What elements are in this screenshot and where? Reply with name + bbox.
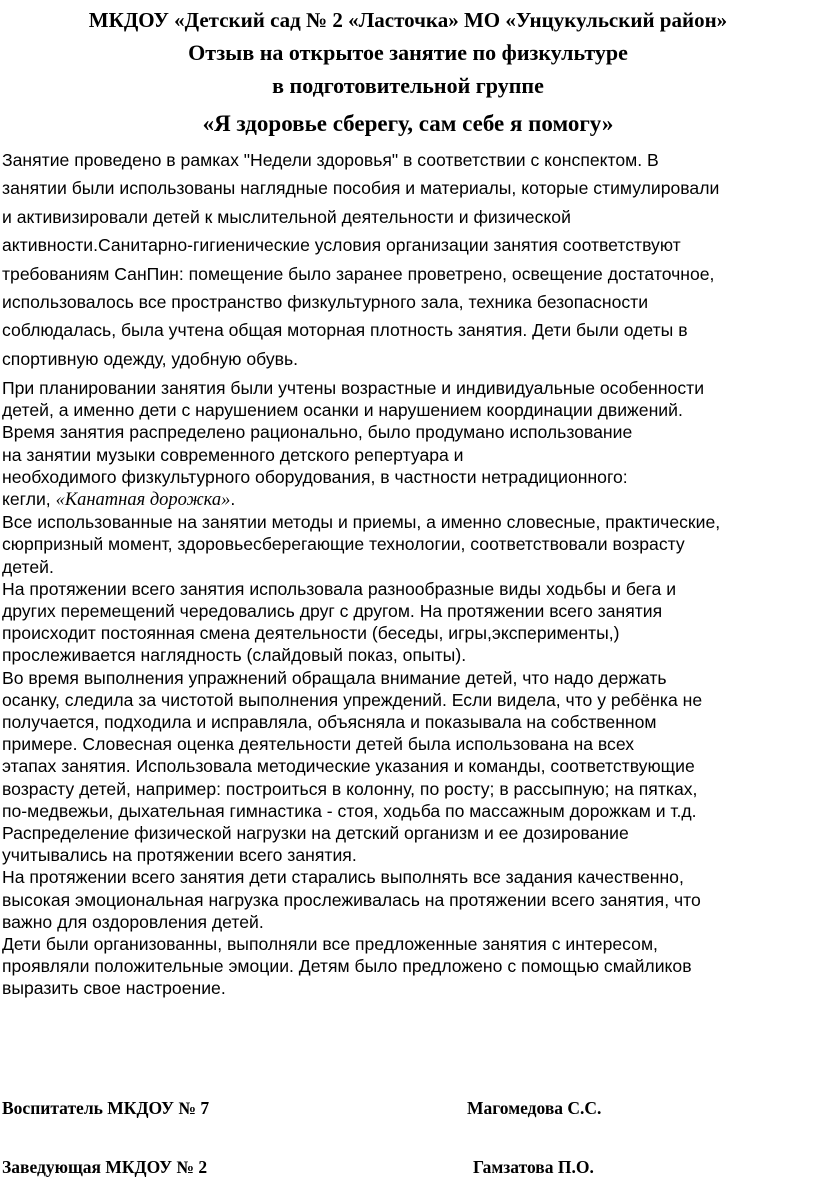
text-line: Дети были организованны, выполняли все предложенные занятия с интересом,	[2, 934, 658, 955]
text-line: занятии были использованы наглядные пособия и материалы, которые стимулировали	[2, 178, 720, 199]
text-line: детей, а именно дети с нарушением осанки и нарушением координации движений.	[2, 400, 683, 421]
text-line: соблюдалась, была учтена общая моторная плотность занятия. Дети были одеты в	[2, 320, 688, 341]
text-line: выразить свое настроение.	[2, 978, 226, 999]
text-line: Занятие проведено в рамках "Недели здоровья" в соответствии с конспектом. В	[2, 150, 659, 170]
text-line: спортивную одежду, удобную обувь.	[2, 348, 299, 369]
text-line: возрасту детей, например: построиться в колонну, по росту; в рассыпную; на пятках,	[2, 778, 698, 799]
text-line: этапах занятия. Использовала методические указания и команды, соответствующие	[2, 756, 695, 777]
text-line: учитывались на протяжении всего занятия.	[2, 845, 357, 866]
italic-equipment-name: «Канатная дорожка»	[55, 490, 231, 511]
text-line: по-медвежьи, дыхательная гимнастика - стоя, ходьба по массажным дорожкам и т.д.	[2, 800, 697, 821]
text-line: При планировании занятия были учтены возрастные и индивидуальные особенности	[2, 378, 705, 398]
text-fragment: .	[230, 489, 236, 510]
text-fragment: кегли,	[2, 489, 56, 510]
text-line: происходит постоянная смена деятельности (беседы, игры,эксперименты,)	[2, 623, 620, 644]
signature-name-teacher: Магомедова С.С.	[467, 1098, 602, 1118]
text-line: и активизировали детей к мыслительной деятельности и физической	[2, 206, 571, 227]
text-line: Все использованные на занятии методы и приемы, а именно словесные, практические,	[2, 512, 721, 533]
text-line: получается, подходила и исправляла, объясняла и показывала на собственном	[2, 712, 657, 733]
text-line: требованиям СанПин: помещение было заранее проветрено, освещение достаточное,	[2, 263, 715, 284]
text-line-with-italic	[2, 488, 814, 511]
intro-paragraph	[2, 146, 814, 373]
text-line: примере. Словесная оценка деятельности детей была использована на всех	[2, 734, 635, 755]
lesson-title: «Я здоровье сберегу, сам себе я помогу»	[202, 111, 614, 136]
text-line: Распределение физической нагрузки на детский организм и ее дозирование	[2, 823, 629, 844]
text-line: на занятии музыки современного детского репертуара и	[2, 444, 464, 465]
text-line: использовалось все пространство физкультурного зала, техника безопасности	[2, 292, 649, 313]
review-body	[2, 377, 814, 1000]
signature-role-teacher: Воспитатель МКДОУ № 7	[2, 1098, 210, 1118]
signature-name-head: Гамзатова П.О.	[473, 1157, 594, 1177]
text-line: На протяжении всего занятия использовала разнообразные виды ходьбы и бега и	[2, 578, 677, 599]
text-line: прослеживается наглядность (слайдовый показ, опыты).	[2, 645, 467, 666]
text-line: детей.	[2, 556, 54, 577]
signature-role-head: Заведующая МКДОУ № 2	[2, 1157, 208, 1177]
text-line: проявляли положительные эмоции. Детям было предложено с помощью смайликов	[2, 956, 692, 977]
text-line: высокая эмоциональная нагрузка прослеживалась на протяжении всего занятия, что	[2, 889, 701, 910]
text-line: важно для оздоровления детей.	[2, 911, 264, 932]
organization-header: МКДОУ «Детский сад № 2 «Ласточка» МО «Унцукульский район»	[88, 8, 728, 32]
document-subtitle: в подготовительной группе	[272, 73, 544, 98]
text-line: активности.Санитарно-гигиенические условия организации занятия соответствуют	[2, 235, 681, 256]
text-line: необходимого физкультурного оборудования, в частности нетрадиционного:	[2, 466, 628, 487]
document-title: Отзыв на открытое занятие по физкультуре	[188, 40, 628, 65]
text-line: Время занятия распределено рационально, было продумано использование	[2, 422, 633, 443]
text-line: На протяжении всего занятия дети старались выполнять все задания качественно,	[2, 867, 684, 888]
text-line: сюрпризный момент, здоровьесберегающие технологии, соответствовали возрасту	[2, 534, 685, 555]
text-line: других перемещений чередовались друг с другом. На протяжении всего занятия	[2, 601, 663, 622]
text-line: осанку, следила за чистотой выполнения упреждений. Если видела, что у ребёнка не	[2, 689, 703, 710]
text-line: Во время выполнения упражнений обращала внимание детей, что надо держать	[2, 667, 667, 688]
